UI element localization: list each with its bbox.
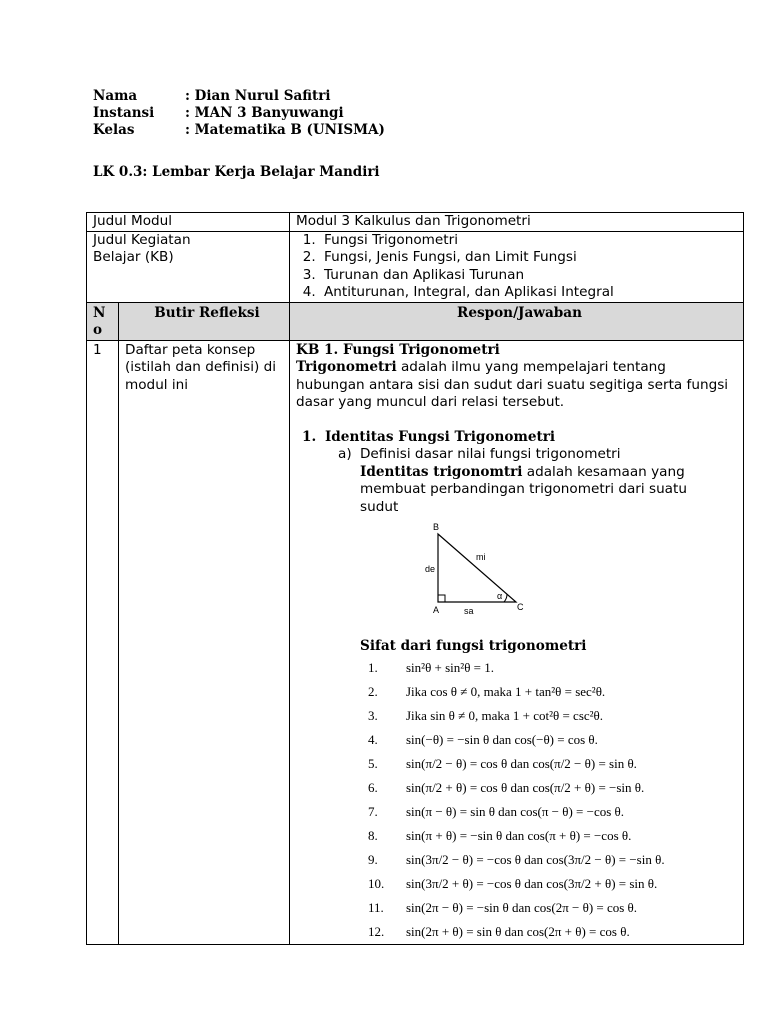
list-item [368,920,737,944]
field-value: : MAN 3 Banyuwangi [185,105,344,121]
item-number: 7. [368,803,378,819]
row-respon [290,340,744,944]
right-angle-mark [438,595,445,602]
formula: sin(π − θ) = sin θ dan cos(π − θ) = −cos θ. [406,803,625,819]
triangle-shape [438,534,516,602]
list-item [368,872,737,896]
angle-alpha-label: α [497,591,503,601]
side-mi-label: mi [476,552,486,562]
kb-item: 1. Fungsi Trigonometri [320,232,743,250]
list-item [368,824,737,848]
field-instansi [93,105,344,122]
field-nama [93,88,330,105]
kb-list-cell [290,231,744,302]
item-number: 9. [368,851,378,867]
col-respon-header: Respon/Jawaban [290,302,744,340]
list-item [368,656,737,680]
lk-title: LK 0.3: Lembar Kerja Belajar Mandiri [93,164,380,180]
item-number: 5. [368,755,378,771]
identity-term: Identitas trigonomtri [360,463,523,480]
item-number: 4. [368,731,378,747]
item-number: 11. [368,899,384,915]
side-de-label: de [425,564,436,574]
list-item [368,848,737,872]
field-kelas [93,122,385,139]
formula: sin(3π/2 + θ) = −cos θ dan cos(3π/2 + θ) = sin θ. [406,875,658,891]
item-number: 10. [368,875,385,891]
field-value: : Dian Nurul Safitri [185,88,331,104]
list-item [368,896,737,920]
row-butir: Daftar peta konsep (istilah dan definisi) di modul ini [119,340,290,944]
list-item [368,704,737,728]
row-number: 1 [87,340,119,944]
subsection [338,446,737,464]
right-triangle-diagram [416,522,536,614]
kb-item: 3. Turunan dan Aplikasi Turunan [320,267,743,285]
list-item [368,728,737,752]
side-sa-label: sa [464,606,474,614]
table-row [87,340,744,944]
sub-title: Definisi dasar nilai fungsi trigonometri [359,446,621,462]
section-number: 1. [302,428,317,445]
section-title: Identitas Fungsi Trigonometri [324,428,556,445]
item-number: 2. [368,683,378,699]
identity-text: adalah kesamaan yang membuat perbandingan trigonometri dari suatu sudut [360,463,687,515]
list-item [368,752,737,776]
vertex-b-label: B [433,522,440,532]
definition-text: adalah ilmu yang mempelajari tentang hubungan antara sisi dan sudut dari suatu segitiga serta fungsi dasar yang muncul dari relasi tersebut. [296,359,729,410]
definition-paragraph [296,359,737,412]
col-butir-header: Butir Refleksi [119,302,290,340]
list-item [368,680,737,704]
formula: sin²θ + sin²θ = 1. [406,659,495,675]
formula: sin(π/2 + θ) = cos θ dan cos(π/2 + θ) = −sin θ. [406,779,645,795]
kb-list [296,232,743,302]
formula: Jika sin θ ≠ 0, maka 1 + cot²θ = csc²θ. [406,707,604,723]
item-number: 3. [368,707,378,723]
sifat-title: Sifat dari fungsi trigonometri [360,638,587,654]
list-item [368,776,737,800]
judul-kb-label: Judul Kegiatan Belajar (KB) [87,231,290,302]
formula: sin(2π − θ) = −sin θ dan cos(2π − θ) = cos θ. [406,899,638,915]
field-value: : Matematika B (UNISMA) [185,122,385,138]
field-label: Instansi [93,105,155,121]
col-no-header: N o [87,302,119,340]
vertex-c-label: C [517,602,524,612]
item-number: 8. [368,827,378,843]
formula: sin(2π + θ) = sin θ dan cos(2π + θ) = cos θ. [406,923,630,939]
formula: Jika cos θ ≠ 0, maka 1 + tan²θ = sec²θ. [406,683,606,699]
item-number: 1. [368,659,378,675]
judul-modul-value: Modul 3 Kalkulus dan Trigonometri [290,213,744,232]
item-number: 6. [368,779,378,795]
field-label: Nama [93,88,138,104]
kb-item: 4. Antiturunan, Integral, dan Aplikasi Integral [320,284,743,302]
reflection-table [86,212,744,945]
properties-list [368,656,737,944]
field-label: Kelas [93,122,135,138]
identity-paragraph [360,464,729,517]
kb-item: 2. Fungsi, Jenis Fungsi, dan Limit Fungsi [320,249,743,267]
list-item [368,800,737,824]
formula: sin(π/2 − θ) = cos θ dan cos(π/2 − θ) = sin θ. [406,755,637,771]
formula: sin(3π/2 − θ) = −cos θ dan cos(3π/2 − θ) = −sin θ. [406,851,665,867]
sub-label: a) [338,446,352,462]
item-number: 12. [368,923,385,939]
kb-title: KB 1. Fungsi Trigonometri [296,341,500,358]
row-judul-modul [87,213,744,232]
row-judul-kb [87,231,744,302]
table-header-row [87,302,744,340]
judul-modul-label: Judul Modul [87,213,290,232]
formula: sin(−θ) = −sin θ dan cos(−θ) = cos θ. [406,731,598,747]
formula: sin(π + θ) = −sin θ dan cos(π + θ) = −cos θ. [406,827,632,843]
section-heading [302,429,737,447]
definition-term: Trigonometri [296,359,397,375]
angle-arc [504,594,507,602]
vertex-a-label: A [433,605,440,614]
